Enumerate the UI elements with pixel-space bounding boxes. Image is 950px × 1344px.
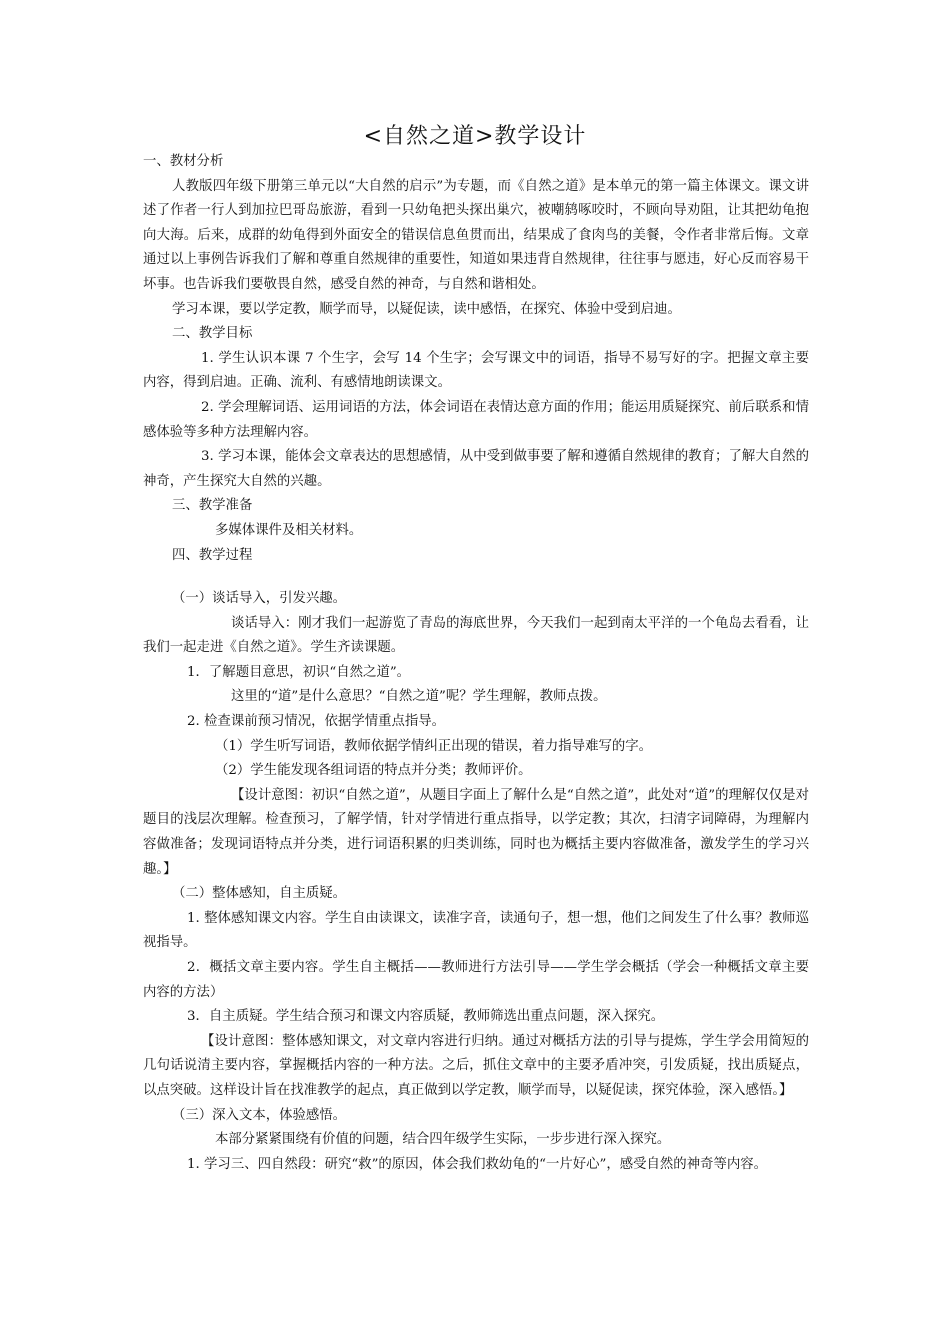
step-item-1: 1．了解题目意思，初识“自然之道”。: [187, 664, 411, 680]
overview-step-3: 3．自主质疑。学生结合预习和课文内容质疑，教师筛选出重点问题，深入探究。: [187, 1009, 665, 1025]
section-heading-process: 四、教学过程: [172, 547, 253, 563]
subsection-heading-intro: （一）谈话导入，引发兴趣。: [172, 591, 347, 607]
paragraph-meaning: 这里的“道”是什么意思？“自然之道”呢？学生理解，教师点拨。: [231, 689, 607, 705]
subsection-heading-deep-reading: （三）深入文本，体验感悟。: [172, 1107, 347, 1123]
design-intent-2: 【设计意图：整体感知课文，对文章内容进行归纳。通过对概括方法的引导与提炼，学生学会用简短的几句话说清主要内容，掌握概括内容的一种方法。之后，抓住文章中的主要矛盾冲突，引发质疑，找出质疑点，以点突破。这样设计旨在找准教学的起点，真正做到以学定教，顺学而导，以疑促读，探究体验，深入感悟。】: [143, 1033, 809, 1098]
sub-step-1: （1）学生听写词语，教师依据学情纠正出现的错误，着力指导难写的字。: [215, 738, 653, 754]
step-item-2: 2. 检查课前预习情况，依据学情重点指导。: [187, 714, 446, 730]
section-heading-goals: 二、教学目标: [172, 326, 253, 342]
sub-step-2: （2）学生能发现各组词语的特点并分类；教师评价。: [215, 763, 532, 779]
paragraph-deep-reading: 本部分紧紧围绕有价值的问题，结合四年级学生实际，一步步进行深入探究。: [215, 1132, 671, 1148]
design-intent-1: 【设计意图：初识“自然之道”，从题目字面上了解什么是“自然之道”，此处对“道”的理解仅仅是对题目的浅层次理解。检查预习，了解学情，针对学情进行重点指导，以学定教；其次，扫清字词障碍，为理解内容做准备；发现词语特点并分类，进行词语积累的归类训练，同时也为概括主要内容做准备，激发学生的学习兴趣。】: [143, 787, 809, 877]
subsection-heading-overview: （二）整体感知，自主质疑。: [172, 886, 347, 902]
section-heading-analysis: 一、教材分析: [143, 154, 224, 169]
deep-reading-step-1: 1. 学习三、四自然段：研究“救”的原因，体会我们救幼龟的“一片好心”，感受自然的神奇等内容。: [187, 1156, 768, 1172]
overview-step-2: 2．概括文章主要内容。学生自主概括——教师进行方法引导——学生学会概括（学会一种概括文章主要内容的方法）: [143, 960, 809, 1000]
goal-item-3: 3. 学习本课，能体会文章表达的思想感情，从中受到做事要了解和遵循自然规律的教育；了解大自然的神奇，产生探究大自然的兴趣。: [143, 449, 809, 489]
section-heading-preparation: 三、教学准备: [172, 498, 253, 514]
paragraph-approach: 学习本课，要以学定教，顺学而导，以疑促读，读中感悟，在探究、体验中受到启迪。: [172, 301, 681, 317]
document-body: [143, 150, 809, 1177]
goal-item-2: 2. 学会理解词语、运用词语的方法，体会词语在表情达意方面的作用；能运用质疑探究、前后联系和情感体验等多种方法理解内容。: [143, 399, 809, 440]
goal-item-1: 1. 学生认识本课 7 个生字，会写 14 个生字；会写课文中的词语，指导不易写好的字。把握文章主要内容，得到启迪。正确、流利、有感情地朗读课文。: [143, 350, 809, 391]
paragraph-intro-talk: 谈话导入：刚才我们一起游览了青岛的海底世界，今天我们一起到南太平洋的一个龟岛去看看，让我们一起走进《自然之道》。学生齐读课题。: [143, 615, 809, 656]
overview-step-1: 1. 整体感知课文内容。学生自由读课文，读准字音，读通句子，想一想，他们之间发生了什么事？教师巡视指导。: [143, 910, 809, 951]
paragraph-analysis: 人教版四年级下册第三单元以“大自然的启示”为专题，而《自然之道》是本单元的第一篇主体课文。课文讲述了作者一行人到加拉巴哥岛旅游，看到一只幼龟把头探出巢穴，被嘲鸫啄咬时，不顾向导劝阻，让其把幼龟抱向大海。后来，成群的幼龟得到外面安全的错误信息鱼贯而出，结果成了食肉鸟的美餐，令作者非常后悔。文章通过以上事例告诉我们了解和尊重自然规律的重要性，知道如果违背自然规律，往往事与愿违，好心反而容易干坏事。也告诉我们要敬畏自然，感受自然的神奇，与自然和谐相处。: [143, 178, 809, 292]
document-title: <自然之道>教学设计: [363, 124, 587, 149]
spacer: [143, 568, 809, 587]
paragraph-preparation: 多媒体课件及相关材料。: [215, 522, 363, 538]
